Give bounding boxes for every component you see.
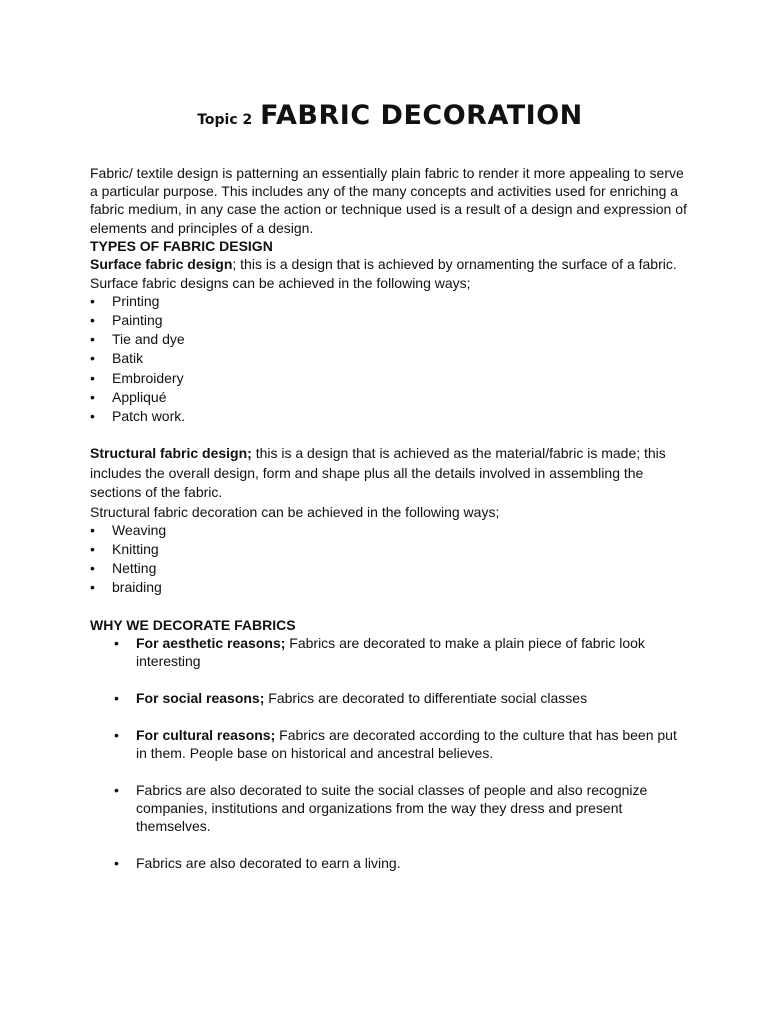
reason-label: For social reasons; [136, 690, 265, 707]
structural-ways-list [90, 521, 690, 598]
spacer [90, 426, 690, 444]
surface-definition-text: ; this is a design that is achieved by ornamenting the surface of a fabric. [232, 256, 677, 273]
structural-ways-intro: Structural fabric decoration can be achieved in the following ways; [90, 503, 500, 520]
surface-definition [90, 255, 690, 273]
list-item: • Printing [90, 292, 690, 311]
document-page [90, 96, 690, 891]
reason-text: Fabrics are decorated to differentiate social classes [264, 690, 588, 707]
list-item: • Tie and dye [90, 330, 690, 349]
reason-text: Fabrics are also decorated to earn a living. [136, 855, 401, 872]
list-item: • Painting [90, 311, 690, 330]
reasons-list [90, 634, 690, 872]
list-item: • Batik [90, 349, 690, 368]
surface-ways-intro: Surface fabric designs can be achieved in the following ways; [90, 274, 471, 291]
reason-item [90, 726, 690, 762]
reason-label: For cultural reasons; [136, 727, 276, 744]
why-heading: WHY WE DECORATE FABRICS [90, 616, 296, 633]
reason-item [90, 781, 690, 835]
structural-definition-text: this is a design that is achieved as the material/fabric is made; this includes the overall design, form and shape plus all the details involved in assembling the sections of the fabric. [90, 445, 666, 501]
list-item: • Embroidery [90, 369, 690, 388]
reason-item [90, 634, 690, 670]
list-item: • Netting [90, 559, 690, 578]
title-prefix: Topic 2 [197, 112, 253, 128]
title-main: FABRIC DECORATION [260, 100, 583, 131]
reason-text: Fabrics are decorated to make a plain piece of fabric look interesting [136, 635, 645, 670]
page-title [90, 96, 690, 140]
reason-label: For aesthetic reasons; [136, 635, 286, 652]
reason-item [90, 689, 690, 707]
structural-definition [90, 444, 690, 503]
list-item: • Weaving [90, 521, 690, 540]
reason-text: Fabrics are decorated according to the culture that has been put in them. People base on historical and ancestral believes. [136, 727, 677, 762]
structural-term: Structural fabric design; [90, 445, 252, 462]
types-heading: TYPES OF FABRIC DESIGN [90, 237, 273, 254]
reason-item [90, 854, 690, 872]
reason-text: Fabrics are also decorated to suite the social classes of people and also recognize companies, institutions and organizations from the way they dress and present themselves. [136, 782, 648, 835]
list-item: • Appliqué [90, 388, 690, 407]
list-item: • Patch work. [90, 407, 690, 426]
list-item: • braiding [90, 578, 690, 597]
surface-term: Surface fabric design [90, 256, 233, 273]
intro-paragraph: Fabric/ textile design is patterning an essentially plain fabric to render it more appealing to serve a particular purpose. This includes any of the many concepts and activities used for enriching a fabric medium, in any case the action or technique used is a result of a design and expression of elements and principles of a design. [90, 165, 687, 236]
surface-ways-list [90, 292, 690, 426]
list-item: • Knitting [90, 540, 690, 559]
spacer [90, 598, 690, 616]
